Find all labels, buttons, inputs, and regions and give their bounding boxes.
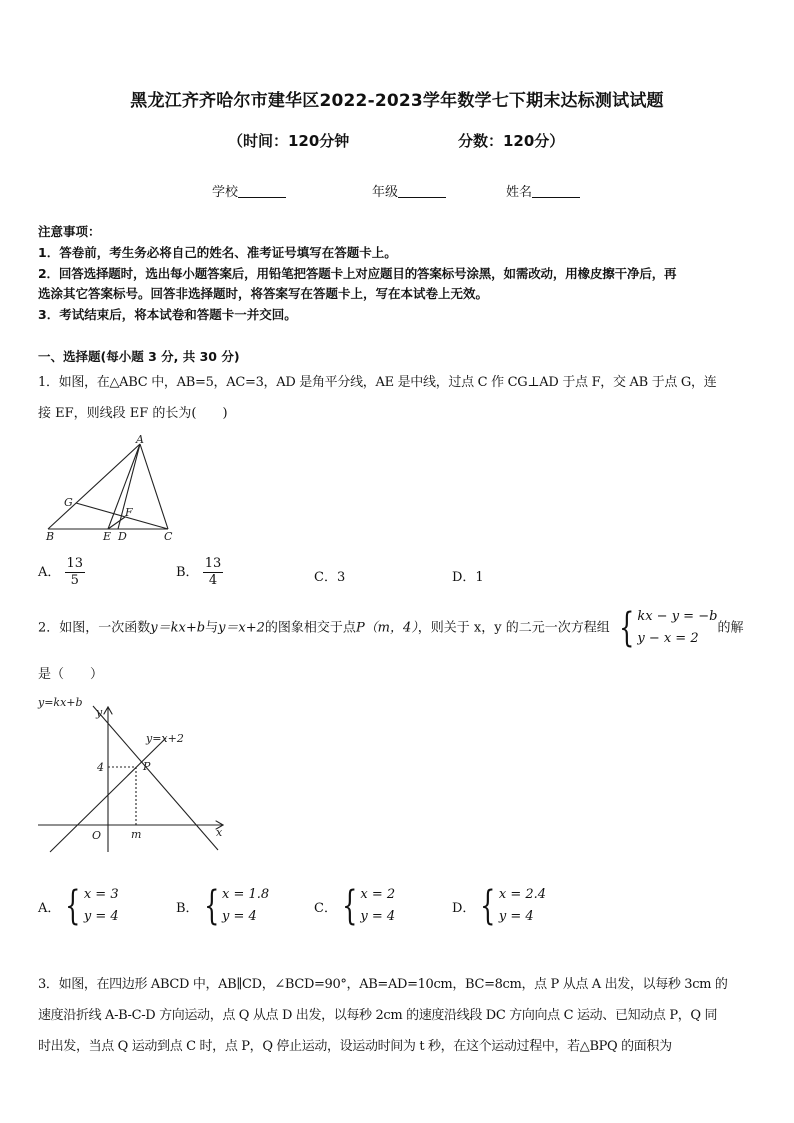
grade-label: 年级 (372, 185, 399, 200)
q1-a-denominator: 5 (70, 573, 79, 588)
q2-option-c-label: C． (314, 900, 337, 916)
q1-b-denominator: 4 (208, 573, 218, 588)
q1-option-b-fraction (203, 556, 224, 589)
q3-line1: 3．如图，在四边形 ABCD 中，AB∥CD，∠BCD=90°，AB=AD=10cm，BC=8cm，点 P 从点 A 出发，以每秒 3cm 的 (38, 977, 728, 992)
notice-item-2: 2．回答选择题时，选出每小题答案后，用铅笔把答题卡上对应题目的答案标号涂黑，如需改动，用橡皮擦干净后，再 (38, 266, 677, 281)
q3-line2: 速度沿折线 A-B-C-D 方向运动，点 Q 从点 D 出发，以每秒 2cm 的速度沿线段 DC 方向向点 C 运动、已知动点 P，Q 同 (38, 1008, 718, 1023)
q2-part4: ，则关于 x，y 的二元一次方程组 (417, 620, 610, 636)
q2-eq1: kx − y = −b (637, 609, 718, 624)
q2-option-d[interactable] (452, 884, 546, 928)
q1-option-a-fraction (65, 556, 86, 589)
brace-symbol: { (618, 605, 635, 651)
q2-option-c-system (337, 884, 395, 928)
q2-line1 (38, 606, 794, 650)
q1-line1: 1．如图，在△ABC 中，AB=5，AC=3，AD 是角平分线，AE 是中线，过点 C 作 CG⊥AD 于点 F，交 AB 于点 G，连 (38, 375, 717, 390)
q3-line3: 时出发，当点 Q 运动到点 C 时，点 P，Q 停止运动，设运动时间为 t 秒，在这个运动过程中，若△BPQ 的面积为 (38, 1039, 672, 1054)
q2-option-b-system (199, 884, 270, 928)
segment-ac (140, 444, 168, 529)
q1-option-d[interactable]: D．1 (452, 570, 484, 585)
q2-part5: 的解 (717, 620, 744, 636)
exam-score: 分数：120分） (458, 132, 565, 150)
label-origin: O (92, 829, 102, 842)
q1-a-numerator: 13 (66, 556, 84, 571)
label-e: E (103, 530, 112, 543)
q2-option-a-label: A． (38, 900, 61, 916)
q2-b-x: x = 1.8 (222, 887, 270, 902)
school-label: 学校 (212, 185, 239, 200)
label-x: x (216, 826, 223, 839)
page-title: 黑龙江齐齐哈尔市建华区2022-2023学年数学七下期末达标测试试题 (130, 91, 664, 111)
q2-c-y: y = 4 (360, 909, 396, 924)
notice-item-3: 3．考试结束后，将本试卷和答题卡一并交回。 (38, 307, 297, 322)
q2-part3: 的图象相交于点 (264, 620, 356, 636)
q2-eq2: y − x = 2 (637, 631, 699, 646)
name-blank (532, 184, 580, 198)
brace-symbol: { (480, 883, 496, 929)
q1-option-a-label: A． (38, 565, 61, 580)
q2-b-y: y = 4 (222, 909, 257, 924)
q1-option-a[interactable] (38, 556, 85, 589)
q1-b-numerator: 13 (204, 556, 222, 571)
notice-item-1: 1．答卷前，考生务必将自己的姓名、准考证号填写在答题卡上。 (38, 245, 397, 260)
school-field (212, 181, 286, 200)
name-label: 姓名 (506, 185, 533, 200)
q1-option-c[interactable]: C．3 (314, 570, 346, 585)
label-a: A (136, 434, 144, 446)
brace-symbol: { (342, 883, 358, 929)
q2-part2: 与 (205, 620, 219, 636)
q1-option-b[interactable] (176, 556, 223, 589)
label-y: y (96, 706, 103, 719)
label-line1: y=kx+b (38, 696, 83, 709)
grade-field (372, 181, 446, 200)
q2-d-x: x = 2.4 (498, 887, 547, 902)
school-blank (238, 184, 286, 198)
q2-a-x: x = 3 (83, 887, 119, 902)
q2-option-d-label: D． (452, 900, 476, 916)
q2-option-c[interactable] (314, 884, 395, 928)
q2-part1: 2．如图，一次函数 (38, 620, 151, 636)
q2-option-d-system (475, 884, 546, 928)
line-kx-b (93, 706, 218, 850)
q2-equation-system (614, 606, 718, 650)
label-g: G (64, 496, 73, 509)
label-d: D (118, 530, 127, 543)
grade-blank (398, 184, 446, 198)
q2-function1: y＝kx+b (150, 620, 206, 636)
q1-option-b-label: B． (176, 565, 199, 580)
exam-time: （时间：120分钟 (228, 132, 350, 150)
brace-symbol: { (65, 883, 81, 929)
q2-d-y: y = 4 (498, 909, 534, 924)
notice-heading: 注意事项： (38, 224, 101, 239)
q2-point: P（m，4） (355, 620, 418, 636)
label-p: P (143, 760, 151, 773)
label-f: F (125, 506, 133, 519)
q2-option-a[interactable] (38, 884, 119, 928)
q1-line2: 接 EF，则线段 EF 的长为( ) (38, 406, 228, 421)
q2-line2: 是（ ） (38, 667, 104, 682)
q2-option-b[interactable] (176, 884, 269, 928)
label-line2: y=x+2 (146, 732, 184, 745)
q2-option-b-label: B． (176, 900, 199, 916)
notice-item-2-cont: 选涂其它答案标号。回答非选择题时，将答案写在答题卡上，写在本试卷上无效。 (38, 286, 489, 301)
section-heading: 一、选择题(每小题 3 分, 共 30 分) (38, 349, 240, 364)
segment-cg (76, 503, 168, 529)
label-m: m (131, 828, 142, 841)
label-c: C (164, 530, 173, 543)
q2-graph-figure (36, 694, 236, 864)
q2-c-x: x = 2 (360, 887, 396, 902)
q2-function2: y＝x+2 (218, 620, 265, 636)
name-field (506, 181, 580, 200)
label-four: 4 (97, 761, 104, 774)
label-b: B (46, 530, 55, 543)
q2-option-a-system (60, 884, 118, 928)
q1-triangle-figure (36, 434, 186, 544)
q2-a-y: y = 4 (83, 909, 119, 924)
brace-symbol: { (203, 883, 219, 929)
